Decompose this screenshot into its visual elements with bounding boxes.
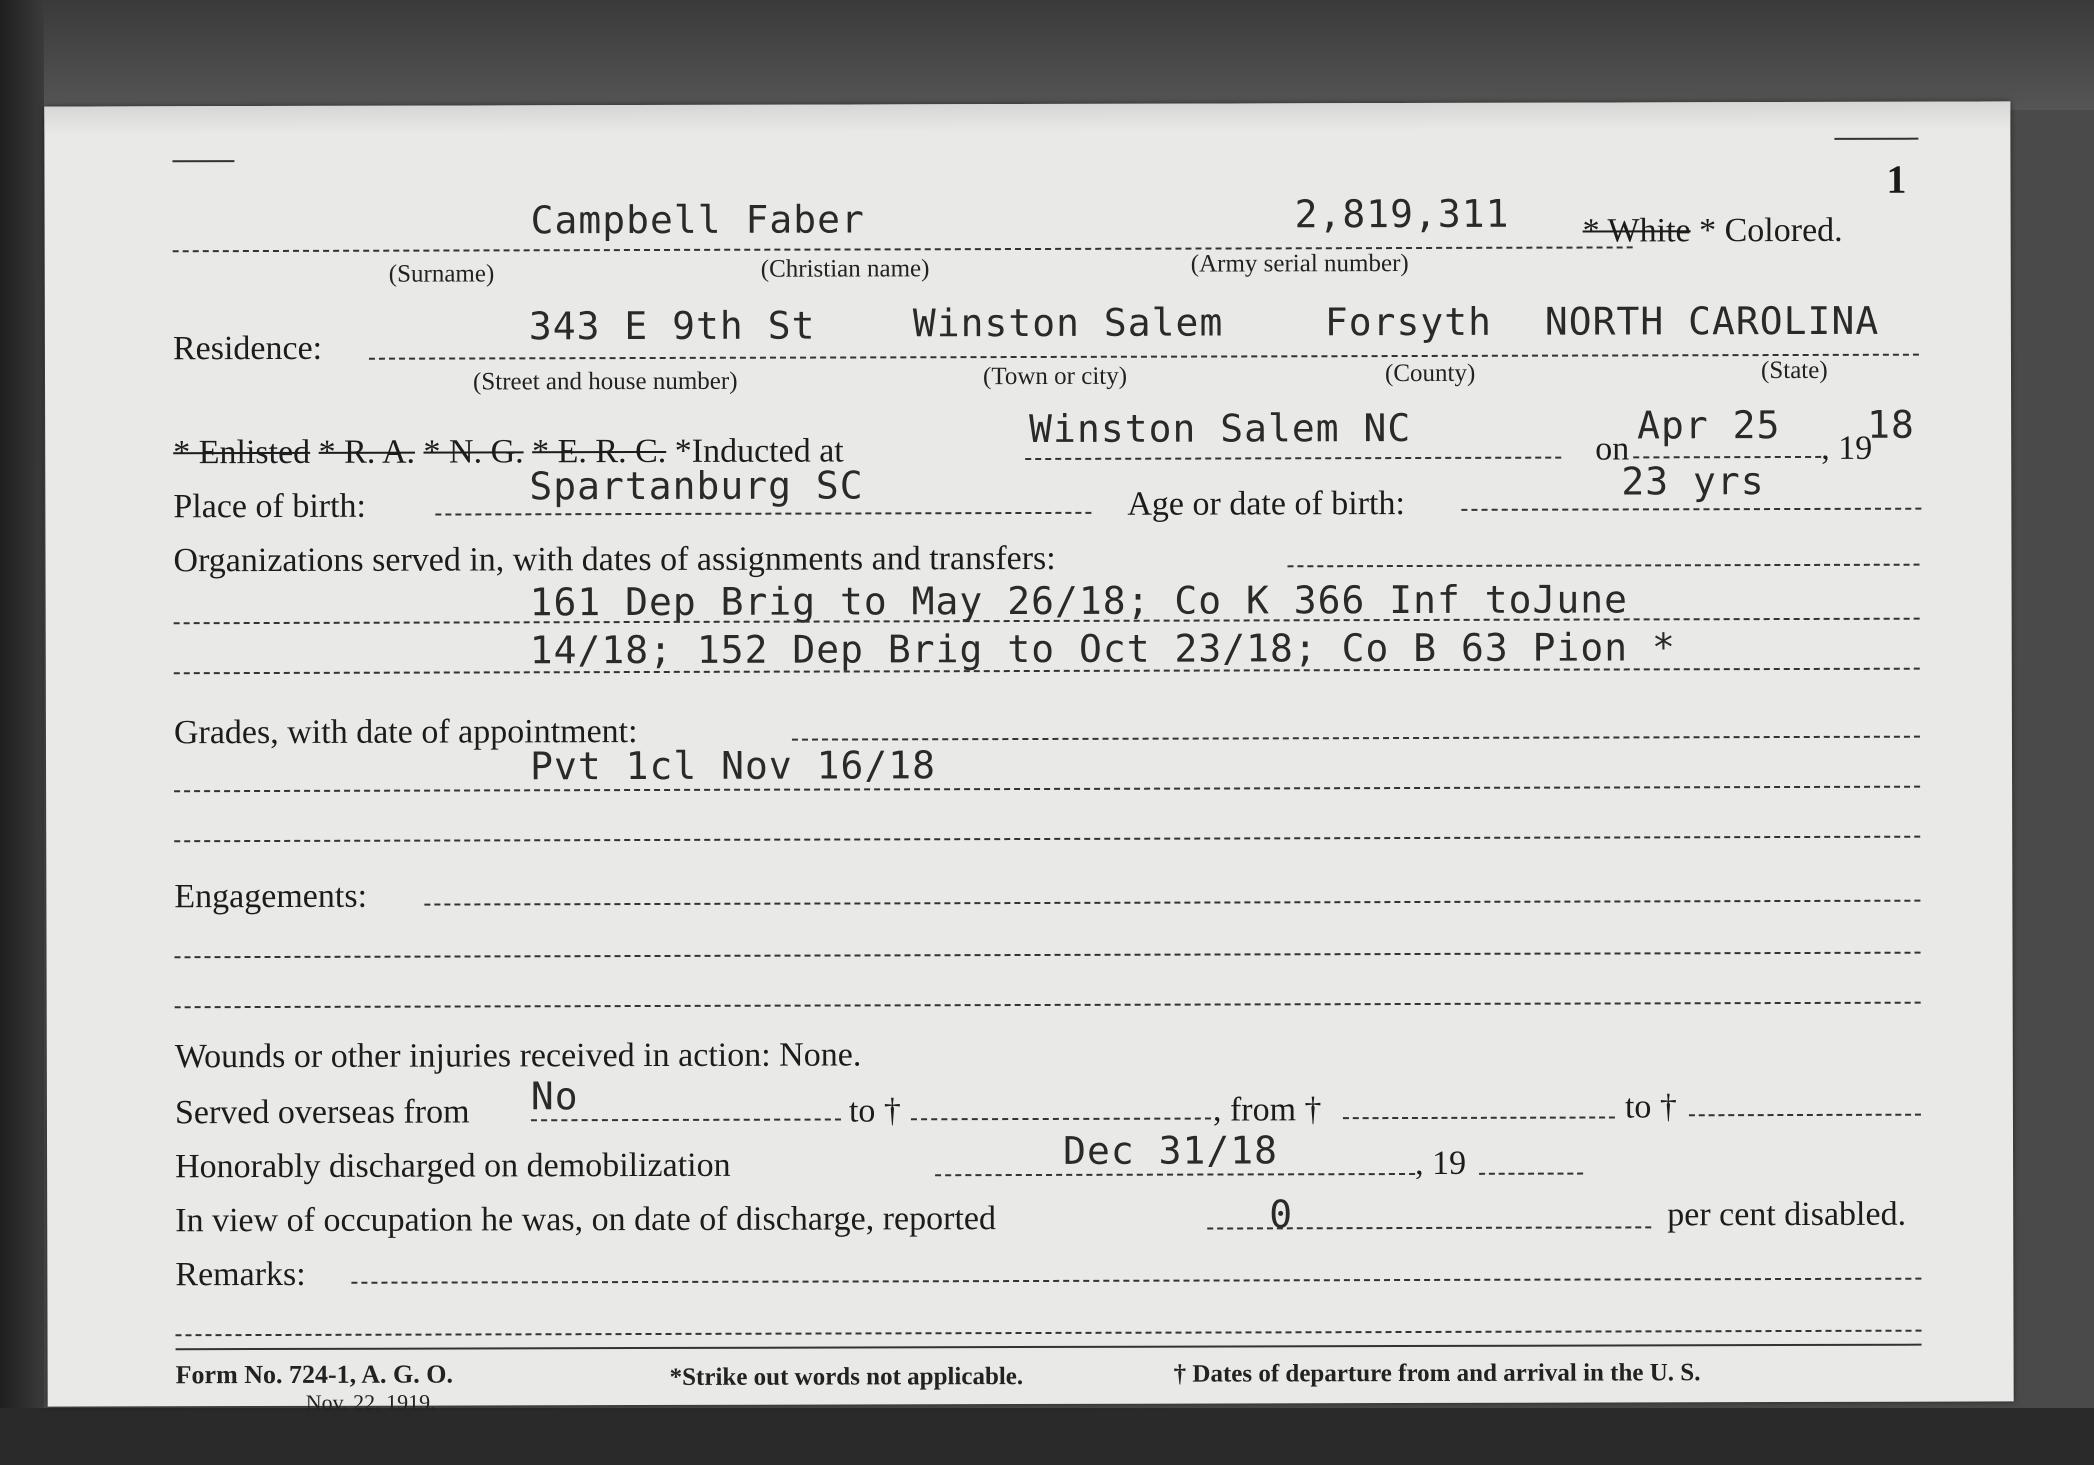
discharge-year-label: , 19 [1415,1144,1467,1182]
surname-caption: (Surname) [388,260,495,288]
state-caption: (State) [1760,356,1828,385]
erc-label: * E. R. C. [532,432,667,471]
name-line [173,246,1633,252]
overseas-to-label: to † [848,1092,901,1130]
discharge-year-line [1479,1173,1583,1175]
white-label: * White [1582,212,1691,250]
organizations-line-0 [1288,564,1920,568]
overseas-from2-label: , from † [1212,1091,1322,1129]
service-record-card [44,101,2013,1415]
footer-rule [176,1344,1922,1351]
name-value: Campbell Faber [530,197,865,243]
street-caption: (Street and house number) [472,367,738,396]
disability-value: 0 [1269,1192,1294,1237]
organizations-line1: 161 Dep Brig to May 26/18; Co K 366 Inf toJune [529,577,1629,625]
overseas-from-value: No [530,1074,579,1119]
town-caption: (Town or city) [982,362,1128,391]
discharge-date: Dec 31/18 [1062,1128,1279,1173]
remarks-line-0 [351,1278,1921,1284]
year-prefix: , 19 [1821,429,1873,467]
birth-place-label: Place of birth: [173,487,367,526]
christian-name-caption: (Christian name) [760,255,930,283]
discharge-label: Honorably discharged on demobilization [175,1146,731,1186]
county-caption: (County) [1384,359,1476,388]
birth-place: Spartanburg SC [529,463,864,509]
serial-caption: (Army serial number) [1190,250,1409,278]
serial-value: 2,819,311 [1294,191,1510,237]
engagements-line-0 [424,900,1920,906]
corner-rule-right [1834,138,1918,140]
residence-line [369,354,1919,360]
grades-line1: Pvt 1cl Nov 16/18 [529,743,937,789]
engagements-label: Engagements: [174,877,368,916]
overseas-from-line [531,1118,841,1121]
residence-label: Residence: [172,329,323,368]
on-label: on [1595,430,1630,468]
disability-line [1207,1226,1651,1229]
engagements-line-2 [175,1002,1921,1009]
race-options [1582,211,1843,250]
inducted-label: *Inducted at [674,432,844,470]
scanner-background-bottom [0,1408,2094,1465]
residence-county: Forsyth [1324,299,1493,345]
organizations-line2: 14/18; 152 Dep Brig to Oct 23/18; Co B 63 Pion * [529,625,1676,673]
card-number: 1 [1886,156,1907,202]
scanner-background-top [0,0,2094,110]
inducted-year: 18 [1867,402,1915,447]
dates-note: † Dates of departure from and arrival in the U. S. [1173,1359,1701,1388]
remarks-line-1 [176,1330,1922,1337]
ng-label: * N. G. [423,433,524,471]
colored-label: * Colored. [1699,211,1843,250]
age-label: Age or date of birth: [1127,485,1405,523]
overseas-from2-line [1343,1116,1615,1119]
ra-label: * R. A. [318,433,416,471]
wounds-label: Wounds or other injuries received in action: None. [174,1036,862,1076]
discharge-line [935,1173,1415,1176]
enlisted-label: * Enlisted [173,433,311,472]
inducted-line [1025,457,1561,460]
inducted-date-line [1633,456,1821,458]
grades-line-1 [174,786,1920,793]
engagements-line-1 [175,952,1921,959]
overseas-to2-line [1689,1114,1921,1117]
strike-note: *Strike out words not applicable. [669,1363,1024,1391]
residence-state: NORTH CAROLINA [1544,298,1880,344]
grades-line-0 [792,736,1920,741]
disability-label: In view of occupation he was, on date of discharge, reported [175,1200,997,1240]
age-value: 23 yrs [1621,459,1765,504]
overseas-to2-label: to † [1624,1088,1677,1126]
form-date: Nov. 22, 1919. [305,1389,436,1415]
overseas-label: Served overseas from [174,1093,470,1132]
birth-place-line [435,512,1091,516]
organizations-label: Organizations served in, with dates of assignments and transfers: [173,539,1056,580]
grades-label: Grades, with date of appointment: [173,713,638,752]
inducted-date: Apr 25 [1637,403,1781,448]
remarks-label: Remarks: [175,1255,306,1294]
overseas-to-line [911,1118,1211,1121]
inducted-place: Winston Salem NC [1029,405,1412,451]
form-number: Form No. 724-1, A. G. O. [175,1359,453,1390]
residence-town: Winston Salem [912,300,1224,346]
corner-rule-left [172,160,234,162]
scanner-background-left [0,0,44,1465]
disability-suffix: per cent disabled. [1667,1195,1907,1234]
residence-street: 343 E 9th St [528,303,816,349]
age-line [1461,508,1921,511]
grades-line-2 [174,836,1920,843]
